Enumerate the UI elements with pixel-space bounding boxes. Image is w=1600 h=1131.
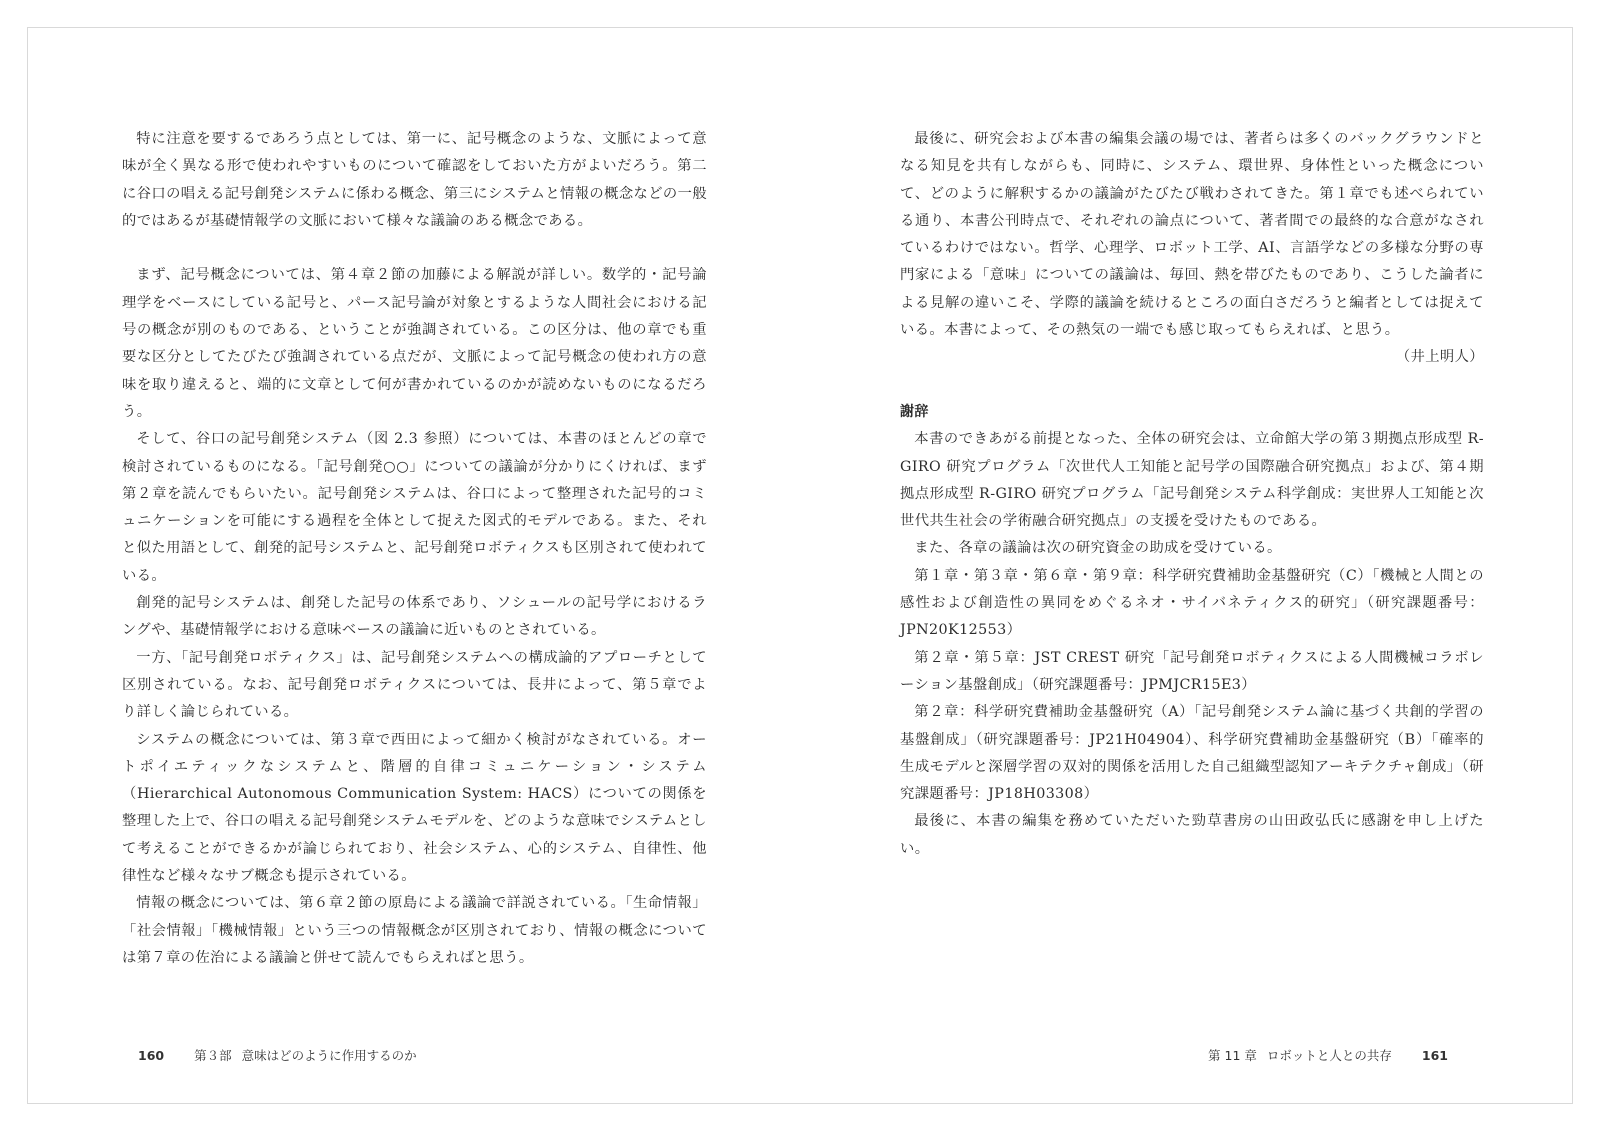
system-concept-paragraph: システムの概念については、第３章で西田によって細かく検討がなされている。オートポイエティックなシステムと、階層的自律コミュニケーション・システム（Hierarchical Autonomous Communication System: HACS）についての関係を整理した上で、谷口の唱える記号創発システムモデルを、どのような意味でシステムとして考えることができるかが論じられており、社会システム、心的システム、自律性、他律性など様々なサブ概念も提示されている。: [122, 731, 707, 885]
robotics-paragraph: 一方、「記号創発ロボティクス」は、記号創発システムへの構成論的アプローチとして区別されている。なお、記号創発ロボティクスについては、長井によって、第５章でより詳しく論じられている。: [122, 649, 707, 721]
left-running-footer: [138, 1046, 417, 1064]
right-running-footer: [1208, 1046, 1448, 1064]
emergent-symbol-system-paragraph: 創発的記号システムは、創発した記号の体系であり、ソシュールの記号学におけるラングや、基礎情報学における意味ベースの議論に近いものとされている。: [122, 595, 707, 639]
funding-item: 第２章・第５章：JST CREST 研究「記号創発ロボティクスによる人間機械コラボレーション基盤創成」（研究課題番号：JPMJCR15E3）: [900, 649, 1484, 693]
paragraph-gap: [122, 235, 707, 262]
section-gap: [900, 372, 1484, 399]
intro-paragraph: 特に注意を要するであろう点としては、第一に、記号概念のような、文脈によって意味が全く異なる形で使われやすいものについて確認をしておいた方がよいだろう。第二に谷口の唱える記号創発システムに係わる概念、第三にシステムと情報の概念などの一般的ではあるが基礎情報学の文脈において様々な議論のある概念である。: [122, 131, 708, 229]
part-title: 意味はどのように作用するのか: [241, 1048, 417, 1063]
funding-item: 第２章：科学研究費補助金基盤研究（A）「記号創発システム論に基づく共創的学習の基盤創成」（研究課題番号：JP21H04904）、科学研究費補助金基盤研究（B）「確率的生成モデルと深層学習の双対的関係を活用した自己組織型認知アーキテクチャ創成」（研究課題番号：JP18H03308）: [900, 704, 1484, 803]
page-number: 160: [138, 1048, 165, 1063]
author-signature: （井上明人）: [1395, 349, 1484, 366]
funding-intro-paragraph: また、各章の議論は次の研究資金の助成を受けている。: [914, 540, 1282, 557]
acknowledgments-heading: 謝辞: [900, 403, 929, 420]
acknowledgments-paragraph: 本書のできあがる前提となった、全体の研究会は、立命館大学の第３期拠点形成型 R-GIRO 研究プログラム「次世代人工知能と記号学の国際融合研究拠点」および、第４期拠点形成型 R-GIRO 研究プログラム「記号創発システム科学創成：実世界人工知能と次世代共生社会の学術融合研究拠点」の支援を受けたものである。: [900, 431, 1484, 530]
page-number: 161: [1421, 1048, 1448, 1063]
thanks-paragraph: 最後に、本書の編集を務めていただいた勁草書房の山田政弘氏に感謝を申し上げたい。: [900, 813, 1484, 857]
funding-item: 第１章・第３章・第６章・第９章：科学研究費補助金基盤研究（C）「機械と人間との感性および創造性の異同をめぐるネオ・サイバネティクス的研究」（研究課題番号：JPN20K12553）: [900, 567, 1484, 639]
chapter-number: 第 11 章: [1208, 1048, 1257, 1063]
closing-paragraph: 最後に、研究会および本書の編集会議の場では、著者らは多くのバックグラウンドとなる知見を共有しながらも、同時に、システム、環世界、身体性といった概念について、どのように解釈するかの議論がたびたび戦わされてきた。第１章でも述べられている通り、本書公刊時点で、それぞれの論点について、著者間での最終的な合意がなされているわけではない。哲学、心理学、ロボット工学、AI、言語学などの多様な分野の専門家による「意味」についての議論は、毎回、熱を帯びたものであり、こうした論者による見解の違いこそ、学際的議論を続けるところの面白さだろうと編者としては捉えている。本書によって、その熱気の一端でも感じ取ってもらえれば、と思う。: [900, 131, 1484, 339]
information-concept-paragraph: 情報の概念については、第６章２節の原島による議論で詳説されている。「生命情報」「社会情報」「機械情報」という三つの情報概念が区別されており、情報の概念については第７章の佐治による議論と併せて読んでもらえればと思う。: [122, 895, 707, 966]
chapter-title: ロボットと人との共存: [1266, 1048, 1392, 1063]
left-page: [122, 126, 707, 972]
part-number: 第３部: [194, 1048, 232, 1063]
symbol-concept-paragraph: まず、記号概念については、第４章２節の加藤による解説が詳しい。数学的・記号論理学をベースにしている記号と、パース記号論が対象とするような人間社会における記号の概念が別のものである、ということが強調されている。この区分は、他の章でも重要な区分としてたびたび強調されている点だが、文脈によって記号概念の使われ方の意味を取り違えると、端的に文章として何が書かれているのかが読めないものになるだろう。: [122, 267, 707, 420]
symbol-emergence-paragraph: そして、谷口の記号創発システム（図 2.3 参照）については、本書のほとんどの章で検討されているものになる。「記号創発○○」についての議論が分かりにくければ、まず第２章を読んでもらいたい。記号創発システムは、谷口によって整理された記号的コミュニケーションを可能にする過程を全体として捉えた図式的モデルである。また、それと似た用語として、創発的記号システムと、記号創発ロボティクスも区別されて使われている。: [122, 431, 707, 584]
right-page: [900, 126, 1484, 863]
